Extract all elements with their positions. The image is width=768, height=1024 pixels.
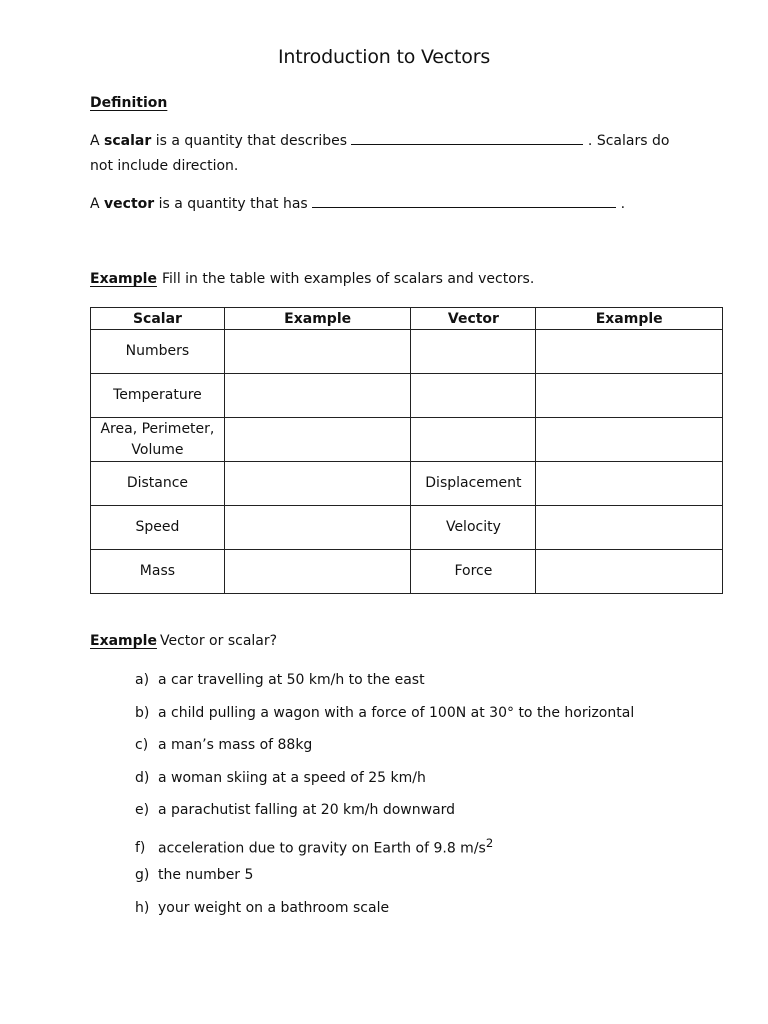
vector-prefix: A <box>90 196 105 212</box>
vector-term: vector <box>104 196 155 212</box>
table-header-cell: Scalar <box>91 308 225 330</box>
question-letter: g) <box>135 867 150 883</box>
question-text: acceleration due to gravity on Earth of 9.8 m/s <box>158 840 486 857</box>
table-cell-answer[interactable] <box>411 374 536 418</box>
scalar-definition-line2: not include direction. <box>90 158 239 174</box>
table-cell: Numbers <box>91 330 225 374</box>
question-text: a man’s mass of 88kg <box>158 737 313 753</box>
vector-definition-line <box>90 196 625 212</box>
list-item <box>135 703 634 736</box>
list-item <box>135 865 634 898</box>
table-row <box>91 506 723 550</box>
question-letter: h) <box>135 899 150 916</box>
superscript-exponent: 2 <box>485 835 494 850</box>
example-instruction-1: Fill in the table with examples of scalars and vectors. <box>162 271 535 287</box>
question-text: a woman skiing at a speed of 25 km/h <box>158 769 426 786</box>
table-cell-answer[interactable] <box>536 330 723 374</box>
question-letter: a) <box>135 672 150 688</box>
question-letter: c) <box>135 737 149 753</box>
table-cell-answer[interactable] <box>224 462 411 506</box>
list-item <box>135 670 634 703</box>
question-list <box>135 670 634 930</box>
table-cell-answer[interactable] <box>536 506 723 550</box>
table-row <box>91 418 723 462</box>
question-letter: f) <box>135 840 146 857</box>
vector-end: . <box>616 196 626 212</box>
table-cell-answer[interactable] <box>224 506 411 550</box>
scalar-term: scalar <box>104 133 152 149</box>
table-row <box>91 374 723 418</box>
table-cell-answer[interactable] <box>536 462 723 506</box>
table-header-row <box>91 308 723 330</box>
question-text: a child pulling a wagon with a force of 100N at 30° to the horizontal <box>158 704 635 721</box>
table-row <box>91 550 723 594</box>
example-heading-1: Example <box>90 271 157 287</box>
list-item <box>135 833 634 866</box>
list-item <box>135 735 634 768</box>
scalar-end: . Scalars do <box>583 133 670 149</box>
question-letter: b) <box>135 704 150 721</box>
table-cell-answer[interactable] <box>224 330 411 374</box>
table-cell-answer[interactable] <box>536 418 723 462</box>
table-row <box>91 330 723 374</box>
table-cell-answer[interactable] <box>536 374 723 418</box>
scalar-definition-line <box>90 133 669 149</box>
table-cell: Distance <box>91 462 225 506</box>
table-header-cell: Example <box>224 308 411 330</box>
question-text: a car travelling at 50 km/h to the east <box>158 672 425 688</box>
table-row <box>91 462 723 506</box>
example-instruction-2: Vector or scalar? <box>160 633 278 649</box>
page-title: Introduction to Vectors <box>277 46 491 68</box>
table-cell: Mass <box>91 550 225 594</box>
question-letter: e) <box>135 802 150 818</box>
table-cell-answer[interactable] <box>224 374 411 418</box>
definition-heading: Definition <box>90 95 168 111</box>
table-cell-answer[interactable] <box>411 330 536 374</box>
table-cell: Area, Perimeter, Volume <box>91 418 225 462</box>
list-item <box>135 768 634 801</box>
scalar-prefix: A <box>90 133 105 149</box>
table-header-cell: Example <box>536 308 723 330</box>
table-cell: Temperature <box>91 374 225 418</box>
scalar-vector-table <box>90 307 723 594</box>
table-cell: Force <box>411 550 536 594</box>
table-cell: Displacement <box>411 462 536 506</box>
table-header-cell: Vector <box>411 308 536 330</box>
table-cell: Speed <box>91 506 225 550</box>
table-cell-answer[interactable] <box>536 550 723 594</box>
list-item <box>135 800 634 833</box>
table-cell-answer[interactable] <box>224 550 411 594</box>
example-heading-2: Example <box>90 633 157 649</box>
scalar-answer-blank[interactable] <box>351 133 583 145</box>
question-text: the number 5 <box>158 867 254 883</box>
table-cell: Velocity <box>411 506 536 550</box>
question-letter: d) <box>135 769 150 786</box>
scalar-mid: is a quantity that describes <box>151 133 352 149</box>
table-cell-answer[interactable] <box>411 418 536 462</box>
table-cell-answer[interactable] <box>224 418 411 462</box>
vector-mid: is a quantity that has <box>154 196 313 212</box>
question-text: a parachutist falling at 20 km/h downward <box>158 802 456 818</box>
question-text: your weight on a bathroom scale <box>158 899 390 916</box>
list-item <box>135 898 634 931</box>
vector-answer-blank[interactable] <box>312 196 616 208</box>
